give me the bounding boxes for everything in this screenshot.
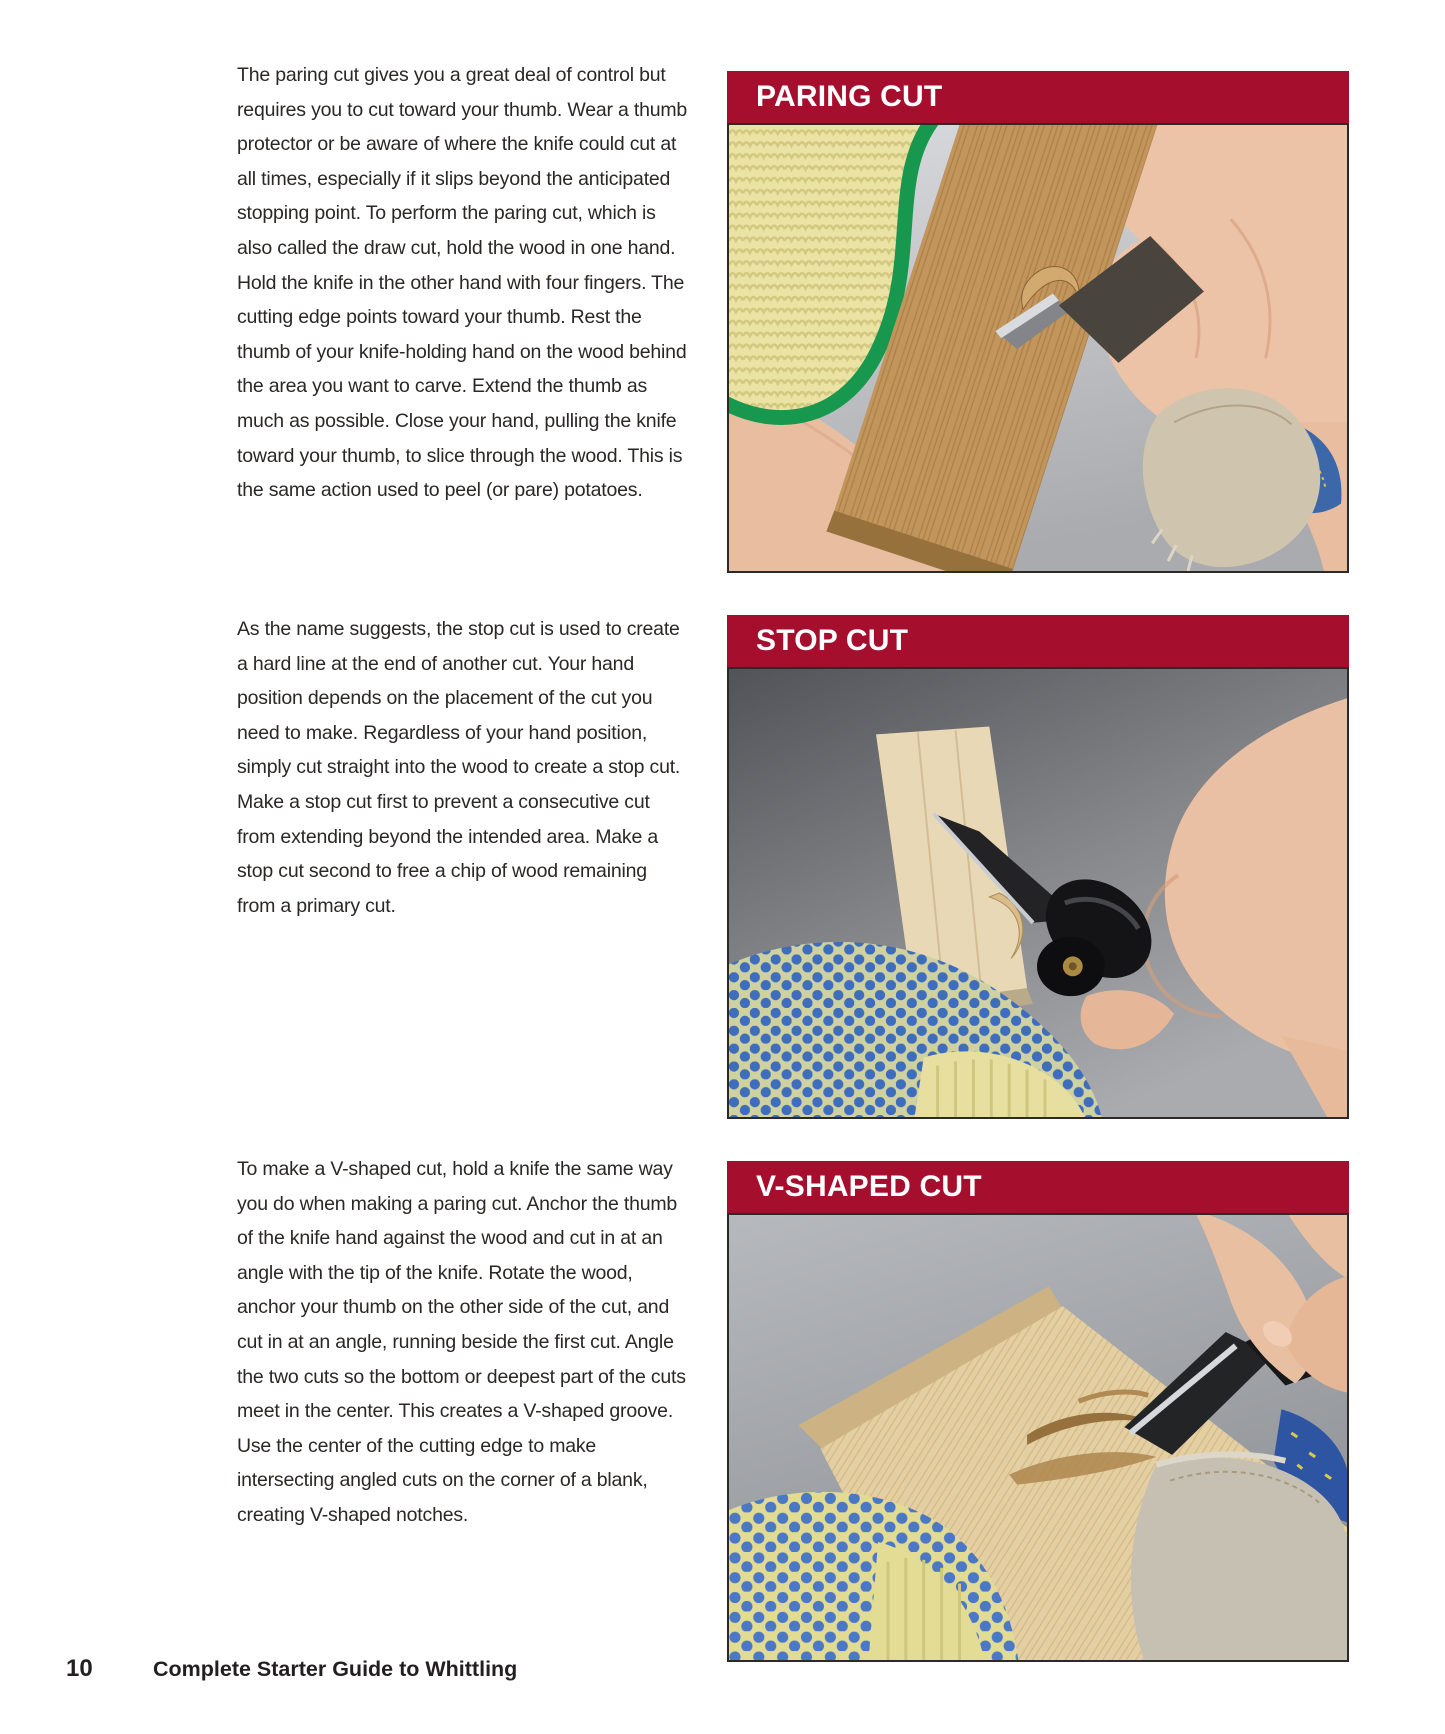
footer-book-title: Complete Starter Guide to Whittling: [153, 1657, 518, 1681]
paring-cut-paragraph: The paring cut gives you a great deal of control but requires you to cut toward your thumb. Wear a thumb protector or be aware of where the knife could cut at all times, especially if it slips beyond the anticipated stopping point. To perform the paring cut, which is also called the draw cut, hold the wood in one hand. Hold the knife in the other hand with four fingers. The cutting edge points toward your thumb. Rest the thumb of your knife-holding hand on the wood behind the area you want to carve. Extend the thumb as much as possible. Close your hand, pulling the knife toward your thumb, to slice through the wood. This is the same action used to peel (or pare) potatoes.: [237, 64, 688, 502]
stop-cut-paragraph: As the name suggests, the stop cut is used to create a hard line at the end of another cut. Your hand position depends on the placement of the cut you need to make. Regardless of your hand position, simply cut straight into the wood to create a stop cut. Make a stop cut first to prevent a consecutive cut from extending beyond the intended area. Make a stop cut second to free a chip of wood remaining from a primary cut.: [237, 618, 681, 917]
pivot-pin-center: [1069, 962, 1077, 970]
v-shaped-cut-paragraph: To make a V-shaped cut, hold a knife the same way you do when making a paring cut. Anchor the thumb of the knife hand against the wood and cut in at an angle with the tip of the knife. Rotate the wood, anchor your thumb on the other side of the cut, and cut in at an angle, running beside the first cut. Angle the two cuts so the bottom or deepest part of the cuts meet in the center. This creates a V-shaped groove. Use the center of the cutting edge to make intersecting angled cuts on the corner of a blank, creating V-shaped notches.: [237, 1158, 686, 1526]
v-shaped-cut-banner: [727, 1161, 1349, 1213]
stop-cut-banner: [727, 615, 1349, 667]
paring-cut-photo-illustration: [729, 125, 1347, 571]
v-shaped-cut-banner-label: V-SHAPED CUT: [756, 1170, 982, 1203]
page-number: 10: [66, 1655, 93, 1682]
stop-cut-photo-illustration: [729, 669, 1347, 1117]
stop-cut-banner-label: STOP CUT: [756, 624, 909, 657]
paring-cut-banner-label: PARING CUT: [756, 80, 943, 113]
stop-cut-photo: [727, 667, 1349, 1119]
paring-cut-photo: [727, 123, 1349, 573]
paring-cut-banner: [727, 71, 1349, 123]
v-shaped-cut-photo: [727, 1213, 1349, 1662]
v-shaped-cut-photo-illustration: [729, 1215, 1347, 1660]
